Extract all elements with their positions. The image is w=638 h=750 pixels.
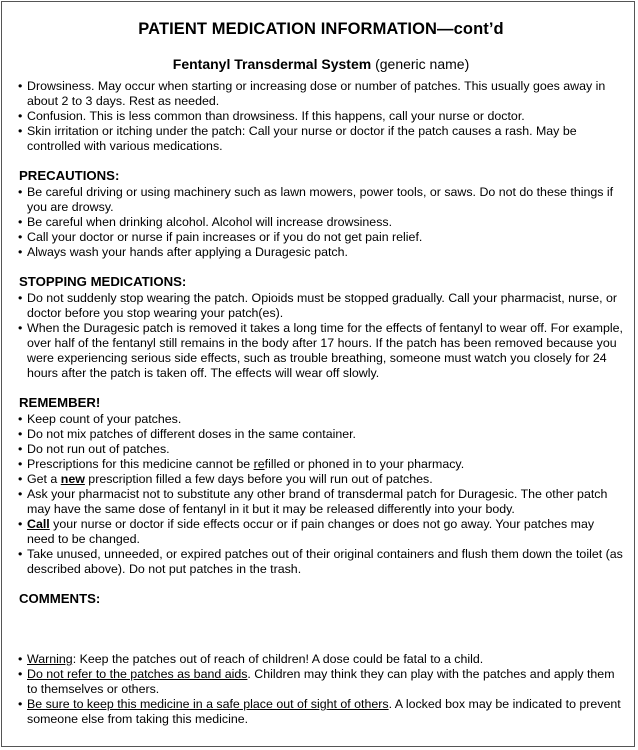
list-item: • Drowsiness. May occur when starting or increasing dose or number of patches. This usually goes away in about 2 to 3 days. Rest as needed.	[19, 79, 623, 109]
list-item-text: Get a	[27, 472, 61, 486]
drug-subtitle	[19, 56, 623, 72]
stopping-medications-heading: STOPPING MEDICATIONS:	[19, 274, 187, 289]
list-item	[19, 457, 623, 472]
remember-list	[19, 412, 623, 577]
underlined-text: Warning	[27, 652, 73, 666]
document-content	[19, 16, 623, 727]
list-item: • When the Duragesic patch is removed it takes a long time for the effects of fentanyl to wear off. For example, over half of the fentanyl still remains in the body after 17 hours. If the patch has been removed because you were experiencing serious side effects, such as trouble breathing, someone must watch you closely for 24 hours after the patch is taken off. The effects will wear off slowly.	[19, 321, 623, 381]
list-item	[19, 652, 623, 667]
list-item: • Do not suddenly stop wearing the patch. Opioids must be stopped gradually. Call your pharmacist, nurse, or doctor before you stop wearing your patch(es).	[19, 291, 623, 321]
precautions-heading: PRECAUTIONS:	[19, 168, 120, 183]
list-item: • Call your doctor or nurse if pain increases or if you do not get pain relief.	[19, 230, 623, 245]
comments-list	[19, 652, 623, 727]
underlined-text: re	[253, 457, 265, 471]
list-item: • Be careful driving or using machinery such as lawn mowers, power tools, or saws. Do not do these things if you are drowsy.	[19, 185, 623, 215]
list-item	[19, 517, 623, 547]
list-item: • Always wash your hands after applying a Duragesic patch.	[19, 245, 623, 260]
page-title: PATIENT MEDICATION INFORMATION—cont’d	[138, 20, 504, 38]
remember-heading: REMEMBER!	[19, 395, 101, 410]
comments-blank-area	[19, 608, 623, 652]
document-frame	[1, 1, 635, 747]
list-item	[19, 697, 623, 727]
list-item: • Skin irritation or itching under the patch: Call your nurse or doctor if the patch causes a rash. May be controlled with various medications.	[19, 124, 623, 154]
list-item-text: prescription filled a few days before you will run out of patches.	[84, 472, 433, 486]
generic-name-label: (generic name)	[375, 56, 470, 72]
emphasis-text: Call	[27, 517, 50, 531]
precautions-list	[19, 185, 623, 260]
emphasis-text: new	[60, 472, 85, 486]
list-item: • Ask your pharmacist not to substitute any other brand of transdermal patch for Duragesic. The other patch may have the same dose of fentanyl in it but it may be released differently into your body.	[19, 487, 623, 517]
list-item: • Take unused, unneeded, or expired patches out of their original containers and flush them down the toilet (as described above). Do not put patches in the trash.	[19, 547, 623, 577]
list-item-text: filled or phoned in to your pharmacy.	[264, 457, 465, 471]
underlined-text: Do not refer to the patches as band aids	[27, 667, 248, 681]
list-item-text: . A locked box may be indicated to prevent someone else from taking this medicine.	[27, 697, 621, 726]
list-item-text: . Children may think they can play with the patches and apply them to themselves or others.	[27, 667, 615, 696]
list-item: • Be careful when drinking alcohol. Alcohol will increase drowsiness.	[19, 215, 623, 230]
side-effects-list	[19, 79, 623, 154]
list-item: • Do not mix patches of different doses in the same container.	[19, 427, 623, 442]
list-item: • Do not run out of patches.	[19, 442, 623, 457]
list-item	[19, 667, 623, 697]
stopping-medications-list	[19, 291, 623, 381]
list-item: • Confusion. This is less common than drowsiness. If this happens, call your nurse or doctor.	[19, 109, 623, 124]
underlined-text: Be sure to keep this medicine in a safe place out of sight of others	[27, 697, 389, 711]
list-item-text: Prescriptions for this medicine cannot be	[27, 457, 254, 471]
list-item	[19, 472, 623, 487]
list-item-text: : Keep the patches out of reach of children! A dose could be fatal to a child.	[72, 652, 484, 666]
list-item-text: your nurse or doctor if side effects occur or if pain changes or does not go away. Your patches may need to be changed.	[27, 517, 595, 546]
comments-heading: COMMENTS:	[19, 591, 101, 606]
drug-name: Fentanyl Transdermal System	[172, 56, 372, 72]
list-item: • Keep count of your patches.	[19, 412, 623, 427]
